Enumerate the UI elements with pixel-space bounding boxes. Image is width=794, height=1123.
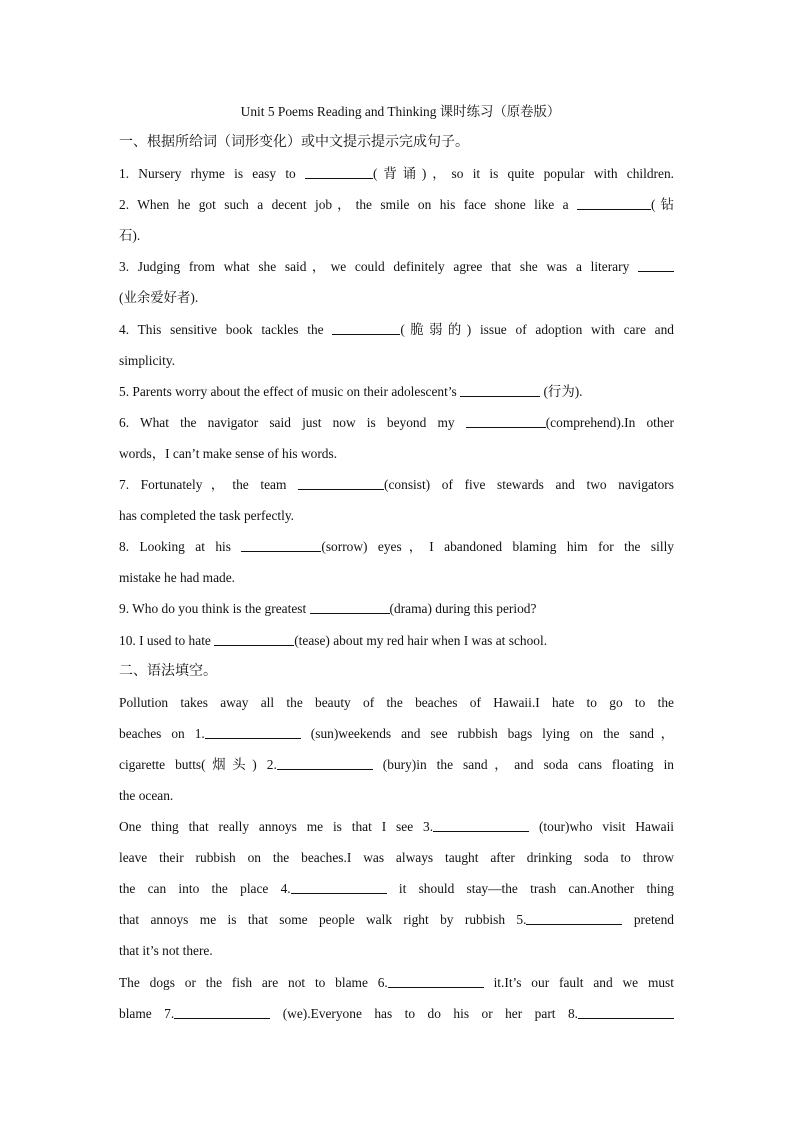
- section1-heading: 一、根据所给词（词形变化）或中文提示提示完成句子。: [119, 134, 469, 150]
- page-title: Unit 5 Poems Reading and Thinking 课时练习（原卷版）: [240, 104, 561, 119]
- question-8-cont: mistake he had made.: [119, 570, 236, 586]
- answer-blank[interactable]: [174, 1004, 270, 1019]
- question-2-cont: 石).: [119, 228, 141, 244]
- question-4: 4. This sensitive book tackles the (脆弱的) issue of adoption with care and: [119, 321, 675, 337]
- question-10: 10. I used to hate (tease) about my red hair when I was at school.: [119, 632, 548, 648]
- answer-blank[interactable]: [305, 164, 373, 179]
- question-7: 7. Fortunately，the team (consist) of five stewards and two navigators: [119, 477, 674, 493]
- answer-blank[interactable]: [277, 755, 373, 770]
- question-8: 8. Looking at his (sorrow) eyes，I abandoned blaming him for the silly: [119, 539, 674, 555]
- answer-blank[interactable]: [205, 724, 301, 739]
- passage-line: beaches on 1. (sun)weekends and see rubbish bags lying on the sand，: [119, 725, 674, 741]
- passage-line: Pollution takes away all the beauty of the beaches of Hawaii.I hate to go to the: [119, 694, 674, 710]
- passage-line: blame 7. (we).Everyone has to do his or her part 8.: [119, 998, 674, 1029]
- question-3: 3. Judging from what she said，we could definitely agree that she was a literary: [119, 251, 674, 282]
- question-7-cont: has completed the task perfectly.: [119, 508, 294, 524]
- worksheet-page: [119, 96, 674, 1029]
- answer-blank[interactable]: [332, 320, 400, 335]
- question-4-cont: simplicity.: [119, 352, 176, 368]
- answer-blank[interactable]: [577, 195, 651, 210]
- answer-blank[interactable]: [310, 599, 390, 614]
- answer-blank[interactable]: [291, 879, 387, 894]
- answer-blank[interactable]: [460, 382, 540, 397]
- question-6: 6. What the navigator said just now is beyond my (comprehend).In other: [119, 414, 674, 430]
- question-2: 2. When he got such a decent job，the smile on his face shone like a (钻: [119, 197, 674, 213]
- answer-blank[interactable]: [466, 413, 546, 428]
- answer-blank[interactable]: [578, 1004, 674, 1019]
- passage-line: One thing that really annoys me is that I see 3. (tour)who visit Hawaii: [119, 819, 675, 835]
- answer-blank[interactable]: [526, 910, 622, 925]
- question-1: 1. Nursery rhyme is easy to (背诵)，so it is quite popular with children.: [119, 166, 674, 182]
- passage-line: that annoys me is that some people walk right by rubbish 5. pretend: [119, 912, 675, 928]
- question-6-cont: words，I can’t make sense of his words.: [119, 445, 338, 461]
- answer-blank[interactable]: [241, 537, 321, 552]
- passage-line: The dogs or the fish are not to blame 6. it.It’s our fault and we must: [119, 974, 674, 990]
- passage-line: that it’s not there.: [119, 943, 213, 959]
- question-9: 9. Who do you think is the greatest (drama) during this period?: [119, 601, 537, 617]
- passage-line: cigarette butts(烟头) 2. (bury)in the sand，and soda cans floating in: [119, 756, 674, 772]
- answer-blank[interactable]: [214, 631, 294, 646]
- question-5: 5. Parents worry about the effect of music on their adolescent’s (行为).: [119, 383, 583, 399]
- passage-line: leave their rubbish on the beaches.I was always taught after drinking soda to throw: [119, 850, 674, 866]
- question-3-cont: (业余爱好者).: [119, 290, 199, 306]
- passage-line: the ocean.: [119, 787, 174, 803]
- answer-blank[interactable]: [298, 475, 384, 490]
- answer-blank[interactable]: [433, 817, 529, 832]
- section2-heading: 二、语法填空。: [119, 662, 217, 679]
- answer-blank[interactable]: [638, 257, 674, 272]
- passage-line: the can into the place 4. it should stay—the trash can.Another thing: [119, 881, 674, 897]
- answer-blank[interactable]: [388, 973, 484, 988]
